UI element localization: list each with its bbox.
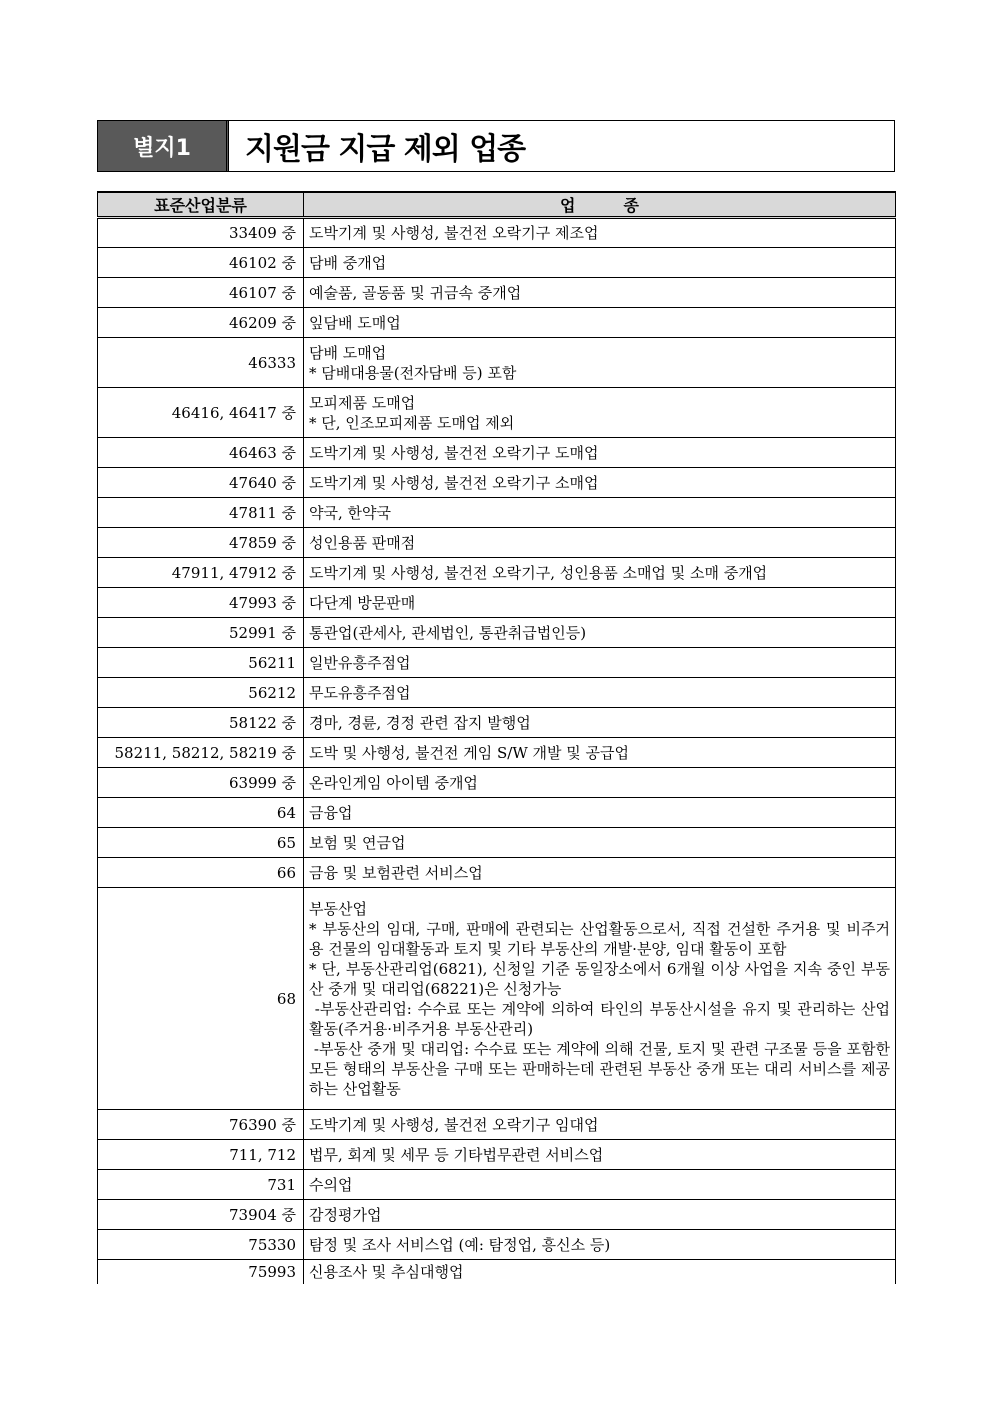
industry-description-line: 감정평가업 [309,1205,382,1224]
industry-description-line: 일반유흥주점업 [309,653,411,672]
industry-description-cell [304,828,896,858]
industry-description-line: 도박기계 및 사행성, 불건전 오락기구, 성인용품 소매업 및 소매 중개업 [309,563,768,582]
industry-code-cell: 76390 중 [98,1110,304,1140]
industry-description-cell [304,858,896,888]
industry-description-cell [304,1200,896,1230]
industry-description-line: 도박기계 및 사행성, 불건전 오락기구 임대업 [309,1115,599,1134]
table-body [98,218,896,1284]
industry-code-cell: 46333 [98,338,304,388]
table-row [98,468,896,498]
industry-description-line: 경마, 경륜, 경정 관련 잡지 발행업 [309,713,531,732]
industry-description-cell [304,278,896,308]
table-row [98,218,896,248]
table-row [98,1200,896,1230]
industry-description-cell [304,468,896,498]
table-row [98,888,896,1110]
industry-code-cell: 64 [98,798,304,828]
industry-description-cell [304,738,896,768]
industry-code-cell: 711, 712 [98,1140,304,1170]
industry-description-cell [304,1170,896,1200]
industry-description-cell [304,768,896,798]
industry-description-line: 예술품, 골동품 및 귀금속 중개업 [309,283,522,302]
table-row [98,618,896,648]
table-row [98,278,896,308]
industry-description-line: 담배 중개업 [309,253,387,272]
table-row [98,438,896,468]
industry-description-line: 도박 및 사행성, 불건전 게임 S/W 개발 및 공급업 [309,743,629,762]
industry-code-cell: 63999 중 [98,768,304,798]
industry-code-cell: 46209 중 [98,308,304,338]
appendix-label: 별지1 [98,121,229,171]
table-row [98,588,896,618]
table-row [98,528,896,558]
industry-description-line: 온라인게임 아이템 중개업 [309,773,478,792]
industry-description-line: -부동산 중개 및 대리업: 수수료 또는 계약에 의해 건물, 토지 및 관련 구조물 등을 포함한 모든 형태의 부동산을 구매 또는 판매하는데 관련된 부동산 중개 또는 대리 서비스를 제공하는 산업활동 [309,1039,895,1098]
table-row [98,338,896,388]
industry-description-line: -부동산관리업: 수수료 또는 계약에 의하여 타인의 부동산시설을 유지 및 관리하는 산업활동(주거용·비주거용 부동산관리) [309,999,890,1038]
table-row [98,1110,896,1140]
table-row [98,1140,896,1170]
industry-description-cell [304,1230,896,1260]
industry-code-cell: 68 [98,888,304,1110]
industry-code-cell: 58211, 58212, 58219 중 [98,738,304,768]
industry-description-line: 신용조사 및 추심대행업 [309,1262,464,1281]
industry-code-cell: 47640 중 [98,468,304,498]
industry-description-cell [304,708,896,738]
industry-description-line: 다단계 방문판매 [309,593,416,612]
industry-code-cell: 75993 [98,1260,304,1284]
industry-description-cell [304,308,896,338]
industry-description-line: 통관업(관세사, 관세법인, 통관취급법인등) [309,623,587,642]
industry-description-line: * 단, 부동산관리업(6821), 신청일 기준 동일장소에서 6개월 이상 사업을 지속 중인 부동산 중개 및 대리업(68221)은 신청가능 [309,959,890,998]
industry-code-cell: 47811 중 [98,498,304,528]
industry-code-cell: 47993 중 [98,588,304,618]
table-header-row [98,192,896,218]
industry-description-line: 무도유흥주점업 [309,683,411,702]
industry-description-cell [304,498,896,528]
industry-description-line: 보험 및 연금업 [309,833,406,852]
industry-description-cell [304,618,896,648]
industry-description-cell [304,678,896,708]
table-row [98,558,896,588]
header-classification: 표준산업분류 [98,192,304,218]
industry-description-cell [304,648,896,678]
industry-description-line: 탐정 및 조사 서비스업 (예: 탐정업, 흥신소 등) [309,1235,611,1254]
industry-description-line: 금융 및 보험관련 서비스업 [309,863,483,882]
table-row [98,248,896,278]
title-box [97,120,895,172]
industry-description-line: 도박기계 및 사행성, 불건전 오락기구 도매업 [309,443,599,462]
table-row [98,678,896,708]
industry-code-cell: 73904 중 [98,1200,304,1230]
industry-code-cell: 75330 [98,1230,304,1260]
industry-description-cell [304,1260,896,1284]
table-row [98,648,896,678]
page-title: 지원금 지급 제외 업종 [245,132,526,167]
industry-description-line: 성인용품 판매점 [309,533,416,552]
industry-description-line: 금융업 [309,803,353,822]
industry-description-cell [304,1110,896,1140]
industry-description-line: 담배 도매업 [309,343,387,362]
excluded-industries-table [97,191,896,1284]
industry-description-cell [304,438,896,468]
industry-code-cell: 52991 중 [98,618,304,648]
industry-code-cell: 46102 중 [98,248,304,278]
industry-code-cell: 47911, 47912 중 [98,558,304,588]
industry-description-line: 부동산업 [309,899,367,918]
table-row [98,798,896,828]
industry-description-line: * 부동산의 임대, 구매, 판매에 관련되는 산업활동으로서, 직접 건설한 주거용 및 비주거용 건물의 임대활동과 토지 및 기타 부동산의 개발·분양, 임대 활동이 포함 [309,919,890,958]
industry-code-cell: 66 [98,858,304,888]
industry-description-cell [304,528,896,558]
industry-description-line: 잎담배 도매업 [309,313,401,332]
industry-description-cell [304,588,896,618]
industry-description-line: 약국, 한약국 [309,503,391,522]
header-industry: 업 종 [304,192,896,218]
industry-description-line: 수의업 [309,1175,353,1194]
industry-description-line: 모피제품 도매업 [309,393,416,412]
industry-description-line: * 담배대용물(전자담배 등) 포함 [309,363,517,382]
industry-description-cell [304,388,896,438]
industry-description-cell [304,888,896,1110]
industry-code-cell: 46416, 46417 중 [98,388,304,438]
table-row [98,308,896,338]
industry-code-cell: 47859 중 [98,528,304,558]
industry-description-line: 법무, 회계 및 세무 등 기타법무관련 서비스업 [309,1145,604,1164]
industry-code-cell: 46463 중 [98,438,304,468]
table-row [98,708,896,738]
table-row [98,768,896,798]
industry-description-line: 도박기계 및 사행성, 불건전 오락기구 소매업 [309,473,599,492]
industry-description-cell [304,218,896,248]
table-row [98,388,896,438]
industry-description-line: 도박기계 및 사행성, 불건전 오락기구 제조업 [309,224,599,242]
industry-code-cell: 65 [98,828,304,858]
table-row [98,1230,896,1260]
industry-code-cell: 56212 [98,678,304,708]
industry-description-cell [304,558,896,588]
table-row [98,858,896,888]
table-row [98,1170,896,1200]
table-row [98,498,896,528]
industry-description-cell [304,248,896,278]
industry-code-cell: 56211 [98,648,304,678]
table-row [98,1260,896,1284]
industry-code-cell: 46107 중 [98,278,304,308]
industry-code-cell: 58122 중 [98,708,304,738]
industry-description-cell [304,798,896,828]
industry-code-cell: 731 [98,1170,304,1200]
table-row [98,738,896,768]
table-row [98,828,896,858]
industry-description-cell [304,1140,896,1170]
industry-code-cell: 33409 중 [98,218,304,248]
industry-description-line: * 단, 인조모피제품 도매업 제외 [309,413,515,432]
industry-description-cell [304,338,896,388]
